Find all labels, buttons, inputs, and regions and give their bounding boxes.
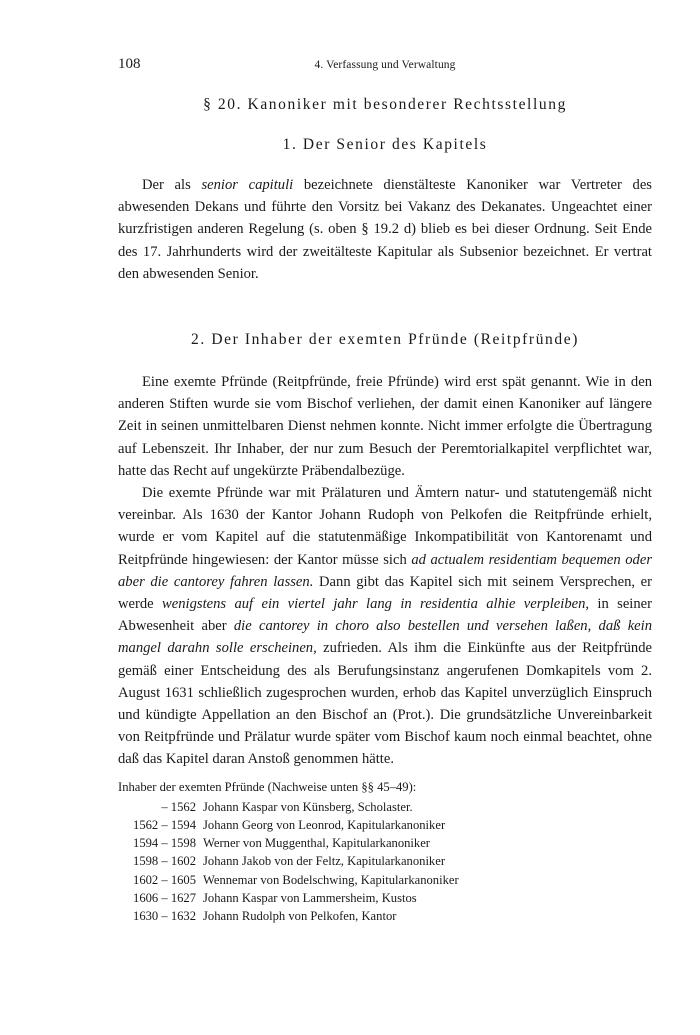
paragraph-exempt-prebend-2 bbox=[118, 482, 652, 771]
holder-row bbox=[118, 816, 652, 834]
italic-quote: ad actualem residentiam bequemen oder aber die cantorey fahren lassen. bbox=[118, 551, 652, 590]
text-run: bezeichnete dienstälteste Kanoniker war Vertreter des abwesenden Dekans und führte den Vorsitz bei Vakanz des Dekanates. Ungeachtet einer kurzfristigen anderen Regelung (s. oben § 19.2 d) blieb es bei dieser Ordnung. Seit Ende des 17. Jahrhunderts wird der zweitälteste Kapitular als Subsenior bezeichnet. Er vertrat den abwesenden Senior. bbox=[118, 177, 652, 282]
holder-years: – 1562 bbox=[161, 799, 196, 814]
text-run: zufrieden. Als ihm die Einkünfte aus der Reitpfründe gemäß einer Entscheidung des als Berufungsinstanz angerufenen Domkapitels vom 2. August 1631 schließlich zugesprochen wurden, erhob das Kapitel unverzüglich Einspruch und kündigte Appellation an den Bischof an (Prot.). Die grundsätzliche Unvereinbarkeit von Reitpfründe und Prälatur wurde später vom Bischof kaum noch einmal beachtet, ohne daß das Kapitel daran Anstoß genommen hätte. bbox=[118, 640, 653, 768]
running-head bbox=[118, 56, 652, 78]
holder-years: 1594 – 1598 bbox=[133, 836, 196, 851]
holder-name: Johann Kaspar von Lammersheim, Kustos bbox=[203, 890, 417, 905]
running-title: 4. Verfassung und Verwaltung bbox=[314, 59, 456, 71]
holders-caption: Inhaber der exemten Pfründe (Nachweise unten §§ 45–49): bbox=[118, 779, 417, 794]
holder-row bbox=[118, 889, 652, 907]
holder-row bbox=[118, 798, 652, 816]
holder-row bbox=[118, 852, 652, 870]
holder-name: Wennemar von Bodelschwing, Kapitularkanoniker bbox=[203, 872, 459, 887]
holder-name: Johann Kaspar von Künsberg, Scholaster. bbox=[203, 799, 413, 814]
holder-name: Werner von Muggenthal, Kapitularkanoniker bbox=[203, 836, 431, 851]
holder-years: 1598 – 1602 bbox=[133, 854, 196, 869]
text-run: in seiner Abwesenheit aber bbox=[118, 596, 652, 635]
holder-years: 1630 – 1632 bbox=[133, 909, 196, 924]
text-run: Die exemte Pfründe war mit Prälaturen und Ämtern natur- und statutengemäß nicht vereinbar. Als 1630 der Kantor Johann Rudoph von Pelkofen die Reitpfründe erhielt, wurde er vom Kapitel auf die statutenmäßige Inkompatibilität von Kantorenamt und Reitpfründe hingewiesen: der Kantor müsse sich bbox=[118, 485, 652, 568]
italic-quote: die cantorey in choro also bestellen und versehen laßen, daß kein mangel darahn solle erscheinen, bbox=[118, 618, 652, 657]
italic-term: senior capituli bbox=[201, 177, 294, 193]
page-number: 108 bbox=[118, 56, 141, 72]
holder-row bbox=[118, 871, 652, 889]
holder-name: Johann Jakob von der Feltz, Kapitularkanoniker bbox=[203, 854, 446, 869]
holder-row bbox=[118, 834, 652, 852]
text-run: Dann gibt das Kapitel sich mit seinem Versprechen, er werde bbox=[118, 573, 652, 613]
holders-list bbox=[118, 778, 652, 926]
holder-years: 1562 – 1594 bbox=[133, 818, 196, 833]
holder-name: Johann Rudolph von Pelkofen, Kantor bbox=[203, 909, 397, 924]
holder-name: Johann Georg von Leonrod, Kapitularkanoniker bbox=[203, 818, 446, 833]
section-heading: § 20. Kanoniker mit besonderer Rechtsstellung bbox=[203, 96, 567, 113]
paragraph-exempt-prebend-1: Eine exemte Pfründe (Reitpfründe, freie Pfründe) wird erst spät genannt. Wie in den anderen Stiften wurde sie vom Bischof verliehen, der damit einen Kanoniker auf längere Zeit in seinen unmittelbaren Dienst nehmen konnte. Nicht immer erfolgte die Übertragung auf Lebenszeit. Ihr Inhaber, der nur zum Besuch der Peremtorialkapitel verpflichtet war, hatte das Recht auf ungekürzte Präbendalbezüge. bbox=[118, 374, 652, 479]
subsection-heading-senior: 1. Der Senior des Kapitels bbox=[282, 136, 488, 153]
paragraph-senior bbox=[118, 174, 652, 285]
italic-quote: wenigstens auf ein viertel jahr lang in residentia alhie verpleiben, bbox=[162, 596, 590, 613]
holder-years: 1606 – 1627 bbox=[133, 890, 196, 905]
text-run: Der als bbox=[142, 177, 202, 193]
book-page bbox=[118, 56, 652, 925]
holder-years: 1602 – 1605 bbox=[133, 872, 196, 887]
subsection-heading-exempt-prebend: 2. Der Inhaber der exemten Pfründe (Reitpfründe) bbox=[191, 331, 579, 349]
holder-row bbox=[118, 907, 652, 925]
